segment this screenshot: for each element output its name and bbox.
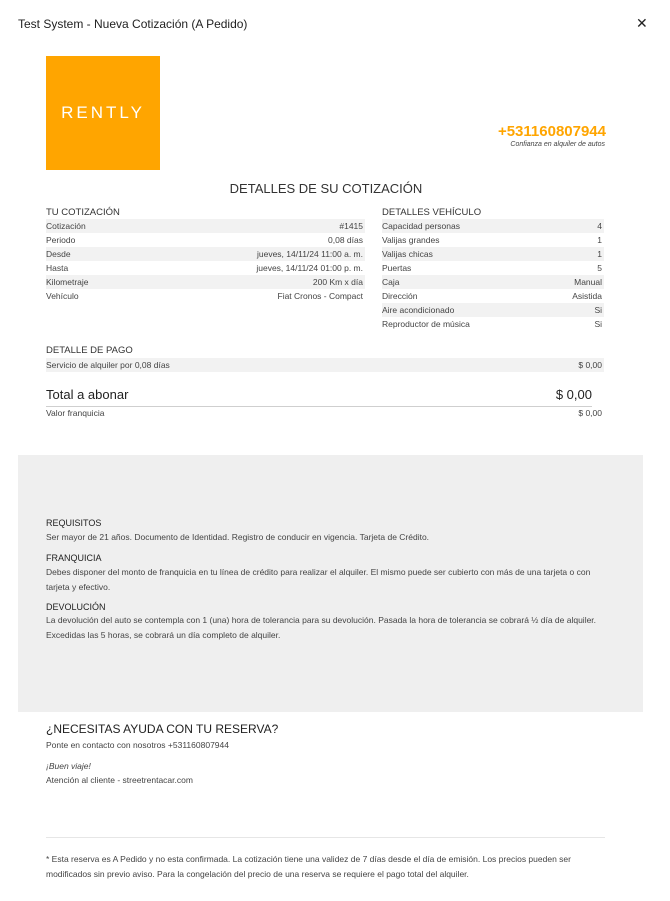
info-heading: FRANQUICIA [46,553,102,563]
vehicle-value: 1 [597,249,602,259]
quote-row [46,261,365,275]
quote-value: 200 Km x día [312,277,363,287]
payment-value: $ 0,00 [578,360,602,370]
quote-label: Desde [46,249,71,259]
vehicle-value: 4 [597,221,602,231]
vehicle-value: 1 [597,235,602,245]
page-title: DETALLES DE SU COTIZACIÓN [229,181,423,196]
quote-row [46,275,365,289]
brand-phone: +531160807944 [497,123,606,140]
vehicle-label: Puertas [382,263,412,273]
total-row [46,386,592,407]
vehicle-row [382,219,604,233]
help-title: ¿NECESITAS AYUDA CON TU RESERVA? [46,722,279,736]
quote-heading: TU COTIZACIÓN [46,207,120,218]
quote-row [46,233,365,247]
brand-tagline: Confianza en alquiler de autos [510,141,605,148]
info-heading: REQUISITOS [46,518,102,528]
payment-row [46,358,604,372]
vehicle-value: 5 [597,263,602,273]
quote-label: Vehículo [46,291,79,301]
franquicia-row [46,406,604,420]
quote-value: jueves, 14/11/24 11:00 a. m. [256,249,363,259]
total-value: $ 0,00 [555,387,592,402]
quote-value: jueves, 14/11/24 01:00 p. m. [256,263,363,273]
info-text: La devolución del auto se contempla con 1 (una) hora de tolerancia para su devolución. Pasada la hora de tolerancia se cobrará ½ día de alquiler. Excedidas las 5 horas, se cobrará un día completo de alquiler. [46,615,597,640]
vehicle-label: Aire acondicionado [382,305,455,315]
info-heading: DEVOLUCIÓN [46,602,106,612]
vehicle-row [382,247,604,261]
franquicia-value: $ 0,00 [578,408,602,418]
vehicle-row [382,317,604,331]
vehicle-value: Si [594,319,602,329]
quote-label: Hasta [46,263,69,273]
vehicle-label: Dirección [382,291,418,301]
brand-logo [46,56,160,170]
disclaimer: * Esta reserva es A Pedido y no esta confirmada. La cotización tiene una validez de 7 días desde el día de emisión. Los precios pueden ser modificados sin previo aviso. Para la congelación del precio de una reserva se requiere el pago total del alquiler. [46,854,571,879]
info-text: Debes disponer del monto de franquicia en tu línea de crédito para realizar el alquiler. El mismo puede ser cubierto con más de una tarjeta o con tarjeta y efectivo. [46,567,591,592]
info-text: Ser mayor de 21 años. Documento de Identidad. Registro de conducir en vigencia. Tarjeta de Crédito. [46,532,430,542]
help-signature: Atención al cliente - streetrentacar.com [46,775,193,785]
divider [46,837,605,838]
help-greeting: ¡Buen viaje! [46,761,91,771]
quote-label: Cotización [46,221,86,231]
help-contact: Ponte en contacto con nosotros +531160807944 [46,740,229,750]
vehicle-label: Reproductor de música [382,319,470,329]
quote-row [46,247,365,261]
modal-title: Test System - Nueva Cotización (A Pedido) [18,17,248,31]
franquicia-label: Valor franquicia [46,408,105,418]
quote-value: Fiat Cronos - Compact [277,291,363,301]
vehicle-value: Si [594,305,602,315]
vehicle-label: Capacidad personas [382,221,460,231]
total-label: Total a abonar [46,387,129,402]
logo-text: RENTLY [61,103,145,122]
payment-heading: DETALLE DE PAGO [46,345,133,356]
vehicle-row [382,303,604,317]
close-icon[interactable]: ✕ [636,15,648,31]
vehicle-row [382,261,604,275]
vehicle-value: Asistida [572,291,602,301]
vehicle-label: Valijas grandes [382,235,440,245]
vehicle-row [382,275,604,289]
quote-value: 0,08 días [328,235,363,245]
quote-value: #1415 [339,221,363,231]
vehicle-row [382,289,604,303]
vehicle-label: Caja [382,277,400,287]
vehicle-row [382,233,604,247]
vehicle-value: Manual [574,277,602,287]
quote-row [46,289,365,303]
quote-label: Periodo [46,235,76,245]
vehicle-heading: DETALLES VEHÍCULO [382,207,482,218]
payment-label: Servicio de alquiler por 0,08 días [46,360,170,370]
quote-label: Kilometraje [46,277,89,287]
vehicle-label: Valijas chicas [382,249,433,259]
quote-row [46,219,365,233]
